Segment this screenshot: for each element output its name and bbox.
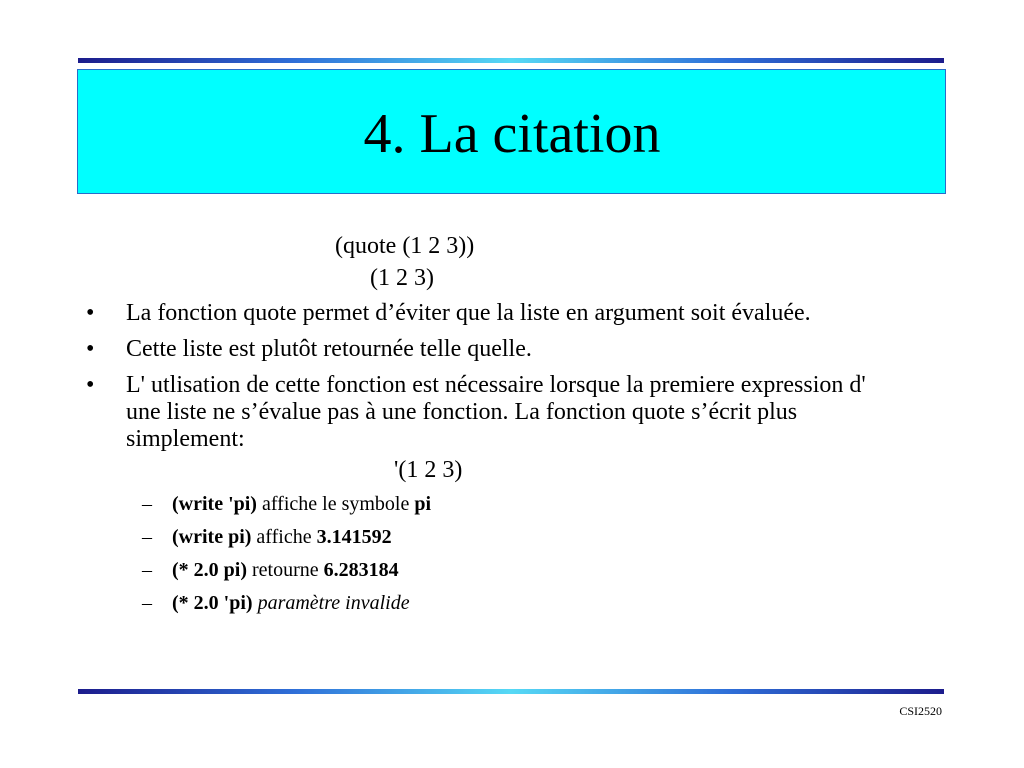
sub-result: paramètre invalide bbox=[257, 592, 410, 614]
bullet-marker: • bbox=[86, 336, 95, 362]
bullet-marker: • bbox=[86, 300, 95, 326]
sub-text: affiche bbox=[251, 526, 317, 548]
sub-marker: – bbox=[142, 493, 152, 515]
footer-course-code: CSI2520 bbox=[899, 704, 942, 718]
sub-expression: (write 'pi) bbox=[172, 493, 257, 515]
bullet-text: Cette liste est plutôt retournée telle quelle. bbox=[126, 336, 532, 362]
sub-marker: – bbox=[142, 592, 152, 614]
bullet-marker: • bbox=[86, 372, 95, 398]
sub-marker: – bbox=[142, 559, 152, 581]
sub-text: retourne bbox=[247, 559, 324, 581]
sub-expression: (* 2.0 'pi) bbox=[172, 592, 253, 614]
sub-text: affiche le symbole bbox=[256, 493, 415, 515]
code-quote-result: (1 2 3) bbox=[370, 265, 434, 291]
sub-result: 6.283184 bbox=[323, 559, 399, 581]
sub-result: pi bbox=[414, 493, 432, 515]
sub-expression: (* 2.0 pi) bbox=[172, 559, 247, 581]
sub-expression: (write pi) bbox=[172, 526, 252, 548]
bullet-text: L' utlisation de cette fonction est nécessaire lorsque la premiere expression d' une liste ne s’évalue pas à une fonction. La fonction quote s’écrit plus simplement: bbox=[126, 372, 866, 452]
code-short-quote: '(1 2 3) bbox=[394, 457, 463, 483]
sub-list bbox=[142, 493, 431, 625]
bullet-item bbox=[84, 372, 954, 453]
sub-marker: – bbox=[142, 526, 152, 548]
bottom-rule bbox=[78, 689, 944, 694]
slide-title: 4. La citation bbox=[363, 103, 661, 165]
code-quote-call: (quote (1 2 3)) bbox=[335, 233, 475, 259]
sub-item bbox=[142, 493, 431, 516]
bullet-item bbox=[84, 336, 954, 363]
sub-item bbox=[142, 592, 431, 615]
bullet-item bbox=[84, 300, 954, 327]
sub-result: 3.141592 bbox=[316, 526, 392, 548]
sub-item bbox=[142, 559, 431, 582]
sub-item bbox=[142, 526, 431, 549]
top-rule bbox=[78, 58, 944, 63]
bullet-text: La fonction quote permet d’éviter que la liste en argument soit évaluée. bbox=[126, 300, 811, 326]
bullet-list bbox=[84, 300, 954, 462]
